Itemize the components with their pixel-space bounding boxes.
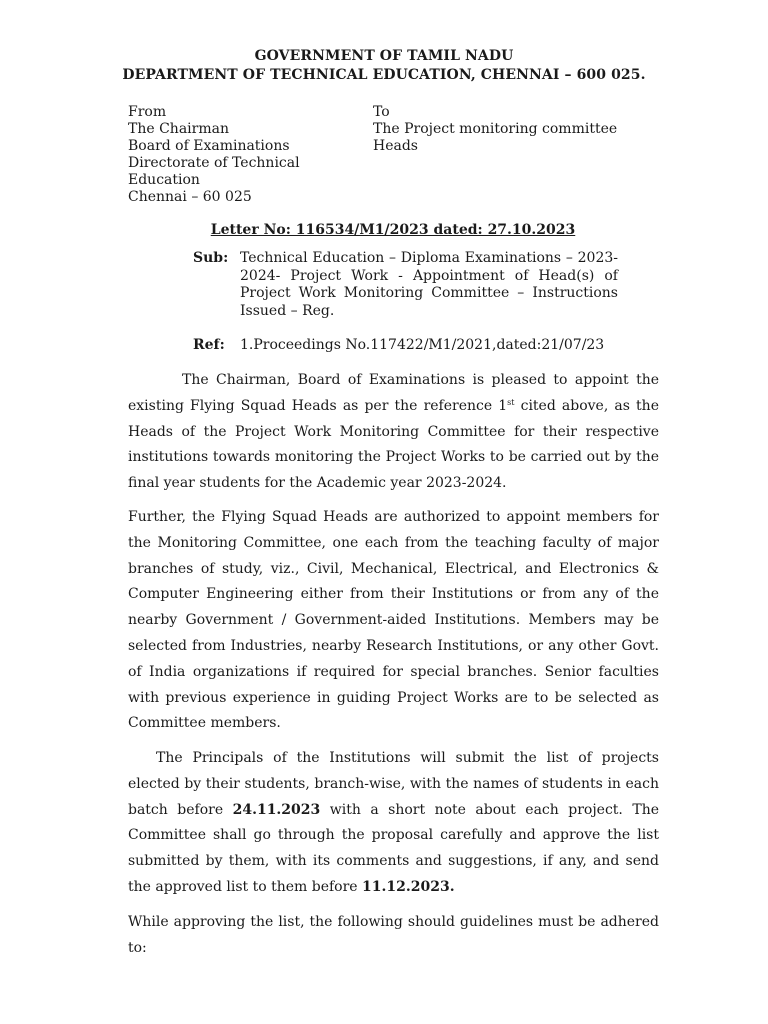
to-line: Heads [373, 138, 418, 154]
header-government: GOVERNMENT OF TAMIL NADU [254, 48, 514, 64]
reference-label: Ref: [193, 337, 225, 353]
header-department: DEPARTMENT OF TECHNICAL EDUCATION, CHENNAI – 600 025. [122, 67, 646, 83]
paragraph-appointment: The Chairman, Board of Examinations is pleased to appoint the existing Flying Squad Heads as per the reference 1st cited above, as the Heads of the Project Work Monitoring Committee for their respective institutions towards monitoring the Project Works to be carried out by the final year students for the Academic year 2023-2024. [128, 372, 659, 492]
letter-number: Letter No: 116534/M1/2023 dated: 27.10.2023 [210, 222, 576, 238]
to-block [373, 104, 617, 155]
to-line: The Project monitoring committee [373, 121, 618, 137]
paragraph-guidelines: While approving the list, the following should guidelines must be adhered to: [128, 914, 659, 956]
to-label: To [373, 104, 390, 120]
superscript-st: st [507, 397, 515, 407]
subject-label: Sub: [193, 250, 229, 266]
from-block [128, 104, 300, 206]
subject-text: Technical Education – Diploma Examinations – 2023-2024- Project Work - Appointment of Head(s) of Project Work Monitoring Committee – Instructions Issued – Reg. [240, 250, 618, 319]
approval-date: 11.12.2023. [362, 878, 455, 895]
from-line: The Chairman [128, 121, 229, 137]
reference-text: 1.Proceedings No.117422/M1/2021,dated:21/07/23 [240, 337, 605, 353]
from-line: Education [128, 172, 200, 188]
from-line: Board of Examinations [128, 138, 290, 154]
deadline-date: 24.11.2023 [232, 801, 321, 818]
paragraph-committee-members: Further, the Flying Squad Heads are authorized to appoint members for the Monitoring Committee, one each from the teaching faculty of major branches of study, viz., Civil, Mechanical, Electrical, and Electronics & Computer Engineering either from their Institutions or from any of the nearby Government / Government-aided Institutions. Members may be selected from Industries, nearby Research Institutions, or any other Govt. of India organizations if required for special branches. Senior faculties with previous experience in guiding Project Works are to be selected as Committee members. [128, 509, 659, 732]
paragraph-project-submission: The Principals of the Institutions will submit the list of projects elected by their students, branch-wise, with the names of students in each batch before 24.11.2023 with a short note about each project. The Committee shall go through the proposal carefully and approve the list submitted by them, with its comments and suggestions, if any, and send the approved list to them before 11.12.2023. [128, 750, 659, 895]
from-line: Directorate of Technical [128, 155, 300, 171]
from-line: Chennai – 60 025 [128, 189, 252, 205]
from-label: From [128, 104, 167, 120]
